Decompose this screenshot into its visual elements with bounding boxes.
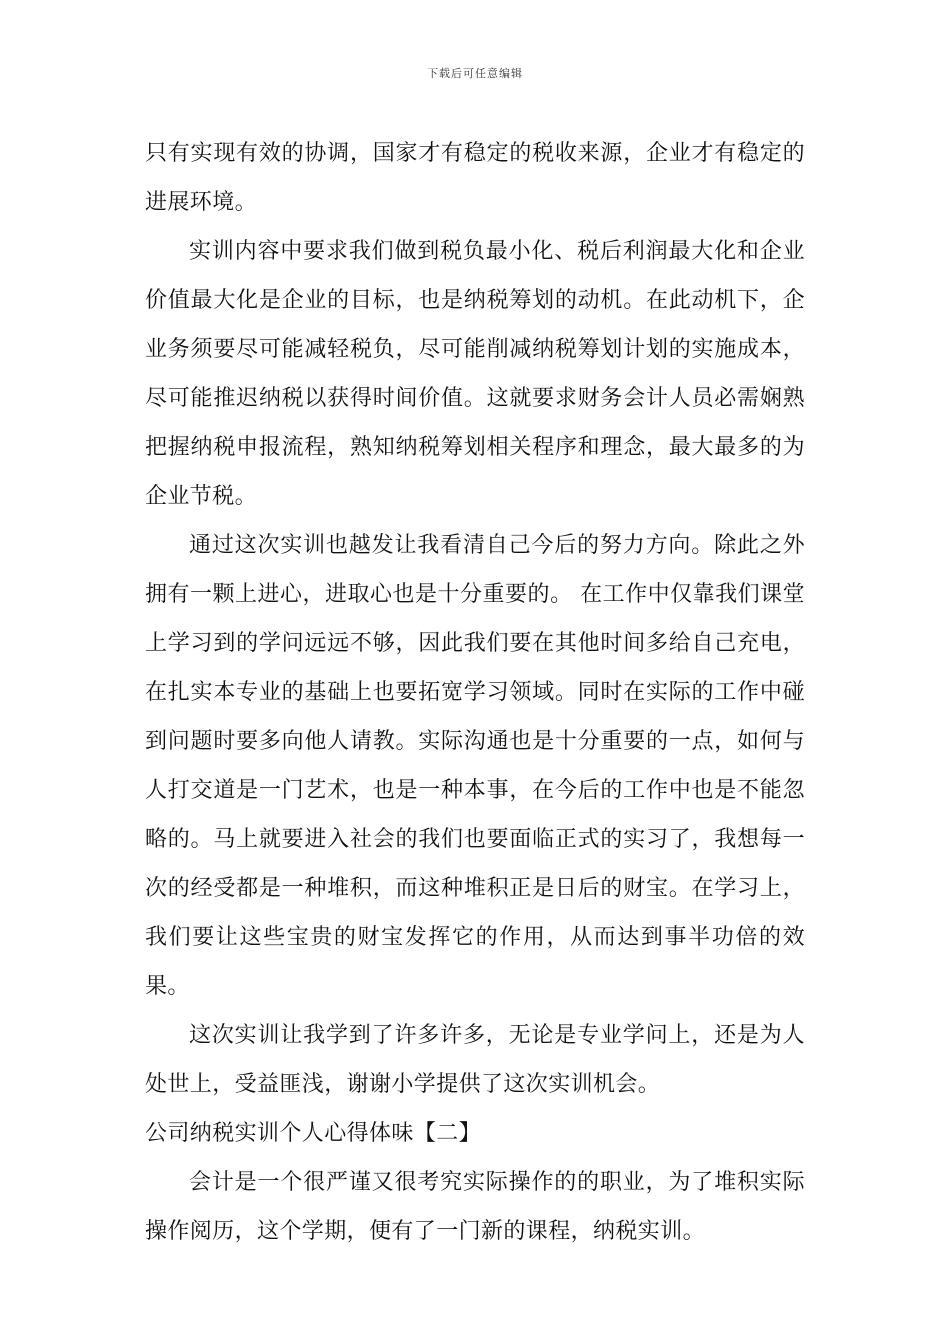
paragraph-training-goals: 实训内容中要求我们做到税负最小化、税后利润最大化和企业价值最大化是企业的目标，也是纳税筹划的动机。在此动机下，企业务须要尽可能减轻税负，尽可能削减纳税筹划计划的实施成本，尽可能推迟纳税以获得时间价值。这就要求财务会计人员必需娴熟把握纳税申报流程，熟知纳税筹划相关程序和理念，最大最多的为企业节税。 — [145, 239, 805, 509]
section-title: 公司纳税实训个人心得体味【二】 — [145, 1121, 482, 1146]
document-body — [145, 129, 805, 1256]
paragraph-future-direction: 通过这次实训也越发让我看清自己今后的努力方向。除此之外拥有一颗上进心，进取心也是十分重要的。 在工作中仅靠我们课堂上学习到的学问远远不够，因此我们要在其他时间多给自己充电，在扎实本专业的基础上也要拓宽学习领域。同时在实际的工作中碰到问题时要多向他人请教。实际沟通也是十分重要的一点，如何与人打交道是一门艺术，也是一种本事，在今后的工作中也是不能忽略的。马上就要进入社会的我们也要面临正式的实习了，我想每一次的经受都是一种堆积，而这种堆积正是日后的财宝。在学习上，我们要让这些宝贵的财宝发挥它的作用，从而达到事半功倍的效果。 — [145, 533, 805, 999]
paragraph-continuation: 只有实现有效的协调，国家才有稳定的税收来源，企业才有稳定的进展环境。 — [145, 141, 805, 215]
paragraph-conclusion: 这次实训让我学到了许多许多，无论是专业学问上，还是为人处世上，受益匪浅，谢谢小学提供了这次实训机会。 — [145, 1023, 805, 1097]
page-header: 下载后可任意编辑 — [427, 67, 523, 80]
paragraph-section-intro: 会计是一个很严谨又很考究实际操作的的职业，为了堆积实际操作阅历，这个学期，便有了一门新的课程，纳税实训。 — [145, 1170, 805, 1244]
